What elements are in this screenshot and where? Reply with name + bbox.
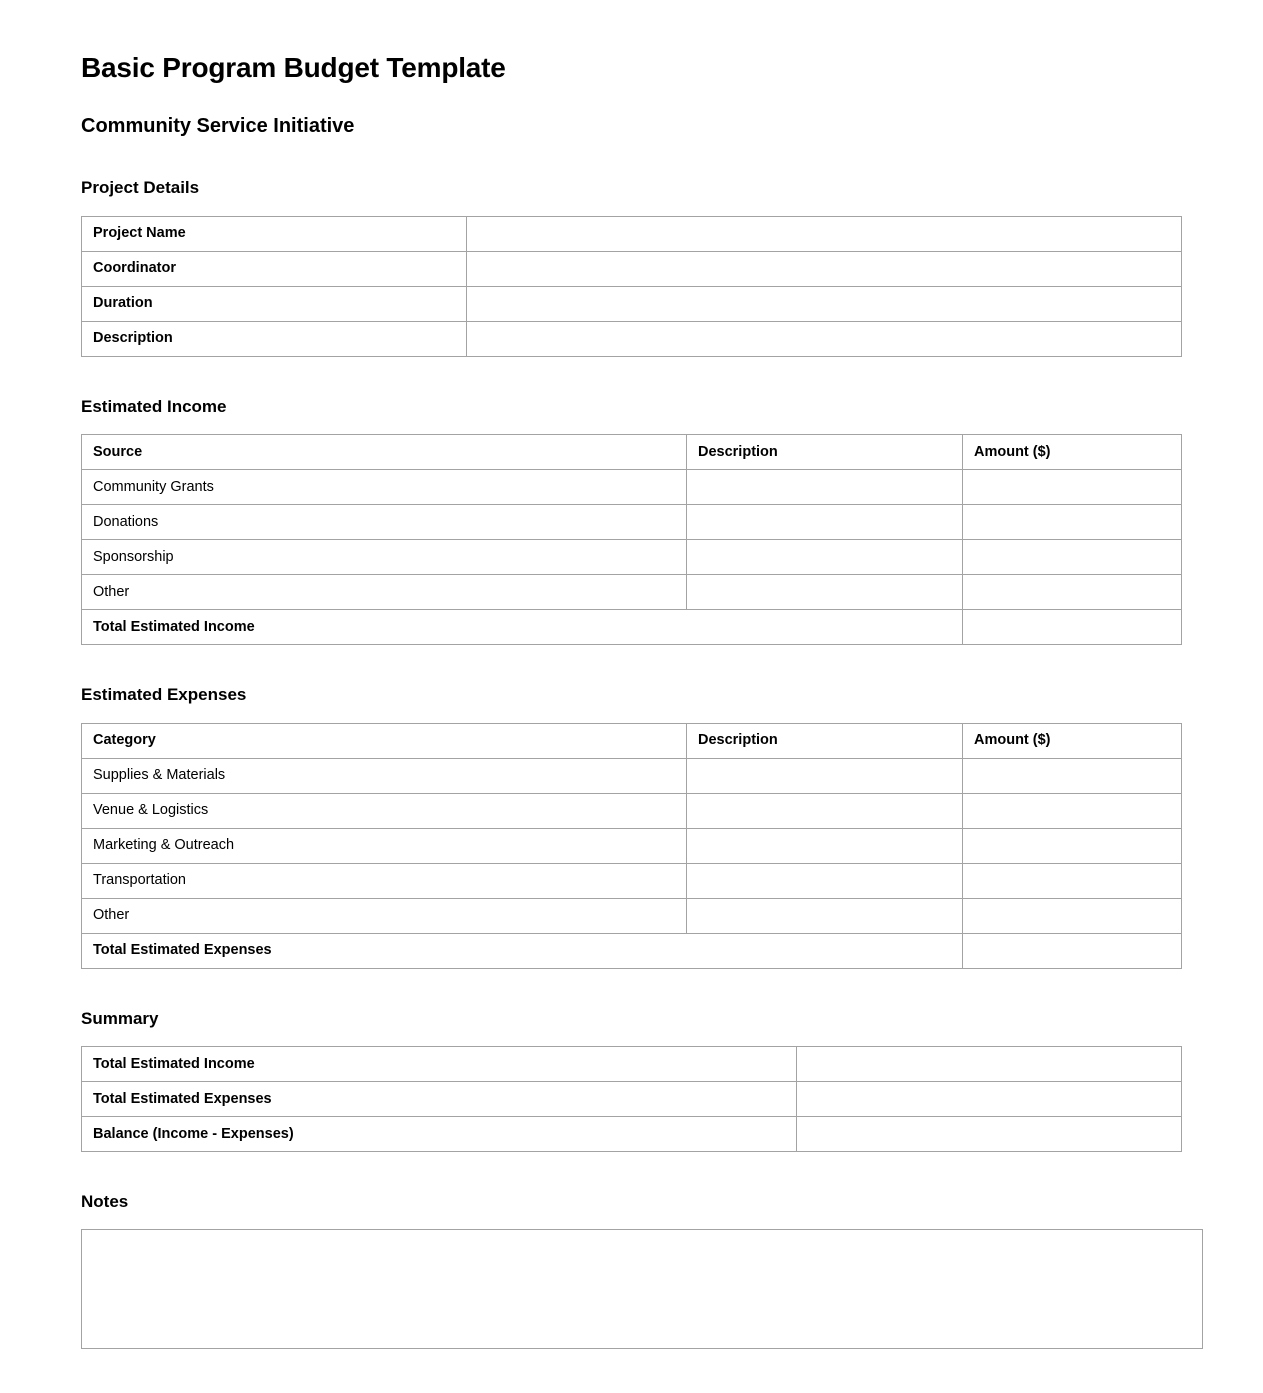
table-row (82, 505, 1182, 540)
summary-total-expenses-field[interactable] (797, 1082, 1182, 1117)
estimated-expenses-table (81, 723, 1182, 969)
table-row (82, 251, 1182, 286)
expense-description-field[interactable] (687, 828, 963, 863)
section-heading-estimated-expenses: Estimated Expenses (81, 685, 247, 705)
income-col-amount: Amount ($) (963, 435, 1182, 470)
table-row (82, 898, 1182, 933)
table-row (82, 828, 1182, 863)
table-row (82, 321, 1182, 356)
table-row (82, 470, 1182, 505)
section-heading-project-details: Project Details (81, 178, 200, 198)
project-name-label: Project Name (82, 216, 467, 251)
summary-total-income-field[interactable] (797, 1047, 1182, 1082)
income-description-field[interactable] (687, 575, 963, 610)
income-source-community-grants: Community Grants (82, 470, 687, 505)
table-total-row (82, 933, 1182, 968)
page-title: Basic Program Budget Template (81, 52, 506, 83)
expense-col-description: Description (687, 723, 963, 758)
total-estimated-expenses-label: Total Estimated Expenses (82, 933, 963, 968)
coordinator-field[interactable] (467, 251, 1182, 286)
income-source-other: Other (82, 575, 687, 610)
table-row (82, 1082, 1182, 1117)
expense-description-field[interactable] (687, 758, 963, 793)
section-heading-summary: Summary (81, 1008, 159, 1028)
income-col-source: Source (82, 435, 687, 470)
total-estimated-income-label: Total Estimated Income (82, 610, 963, 645)
expense-description-field[interactable] (687, 898, 963, 933)
duration-field[interactable] (467, 286, 1182, 321)
summary-total-income-label: Total Estimated Income (82, 1047, 797, 1082)
expense-col-category: Category (82, 723, 687, 758)
description-label: Description (82, 321, 467, 356)
expense-description-field[interactable] (687, 863, 963, 898)
table-row (82, 1117, 1182, 1152)
income-description-field[interactable] (687, 505, 963, 540)
income-source-sponsorship: Sponsorship (82, 540, 687, 575)
table-row (82, 863, 1182, 898)
project-details-table (81, 216, 1182, 357)
total-estimated-expenses-field[interactable] (963, 933, 1182, 968)
table-header-row (82, 435, 1182, 470)
table-row (82, 793, 1182, 828)
table-row (82, 758, 1182, 793)
section-heading-estimated-income: Estimated Income (81, 396, 227, 416)
expense-amount-field[interactable] (963, 863, 1182, 898)
table-row (82, 286, 1182, 321)
income-amount-field[interactable] (963, 540, 1182, 575)
summary-balance-field[interactable] (797, 1117, 1182, 1152)
expense-description-field[interactable] (687, 793, 963, 828)
expense-category-other: Other (82, 898, 687, 933)
income-col-description: Description (687, 435, 963, 470)
project-name-field[interactable] (467, 216, 1182, 251)
income-description-field[interactable] (687, 540, 963, 575)
coordinator-label: Coordinator (82, 251, 467, 286)
summary-table (81, 1046, 1182, 1152)
duration-label: Duration (82, 286, 467, 321)
expense-amount-field[interactable] (963, 898, 1182, 933)
expense-category-transportation: Transportation (82, 863, 687, 898)
expense-category-venue-logistics: Venue & Logistics (82, 793, 687, 828)
page-subtitle: Community Service Initiative (81, 115, 355, 138)
expense-amount-field[interactable] (963, 793, 1182, 828)
table-row (82, 216, 1182, 251)
summary-balance-label: Balance (Income - Expenses) (82, 1117, 797, 1152)
summary-total-expenses-label: Total Estimated Expenses (82, 1082, 797, 1117)
expense-amount-field[interactable] (963, 758, 1182, 793)
estimated-income-table (81, 434, 1182, 645)
expense-col-amount: Amount ($) (963, 723, 1182, 758)
income-source-donations: Donations (82, 505, 687, 540)
total-estimated-income-field[interactable] (963, 610, 1182, 645)
section-heading-notes: Notes (81, 1192, 129, 1212)
table-header-row (82, 723, 1182, 758)
income-amount-field[interactable] (963, 575, 1182, 610)
table-row (82, 1047, 1182, 1082)
income-amount-field[interactable] (963, 505, 1182, 540)
income-description-field[interactable] (687, 470, 963, 505)
income-amount-field[interactable] (963, 470, 1182, 505)
expense-category-supplies-materials: Supplies & Materials (82, 758, 687, 793)
table-row (82, 540, 1182, 575)
notes-input[interactable] (81, 1229, 1203, 1349)
expense-amount-field[interactable] (963, 828, 1182, 863)
description-field[interactable] (467, 321, 1182, 356)
table-total-row (82, 610, 1182, 645)
table-row (82, 575, 1182, 610)
expense-category-marketing-outreach: Marketing & Outreach (82, 828, 687, 863)
